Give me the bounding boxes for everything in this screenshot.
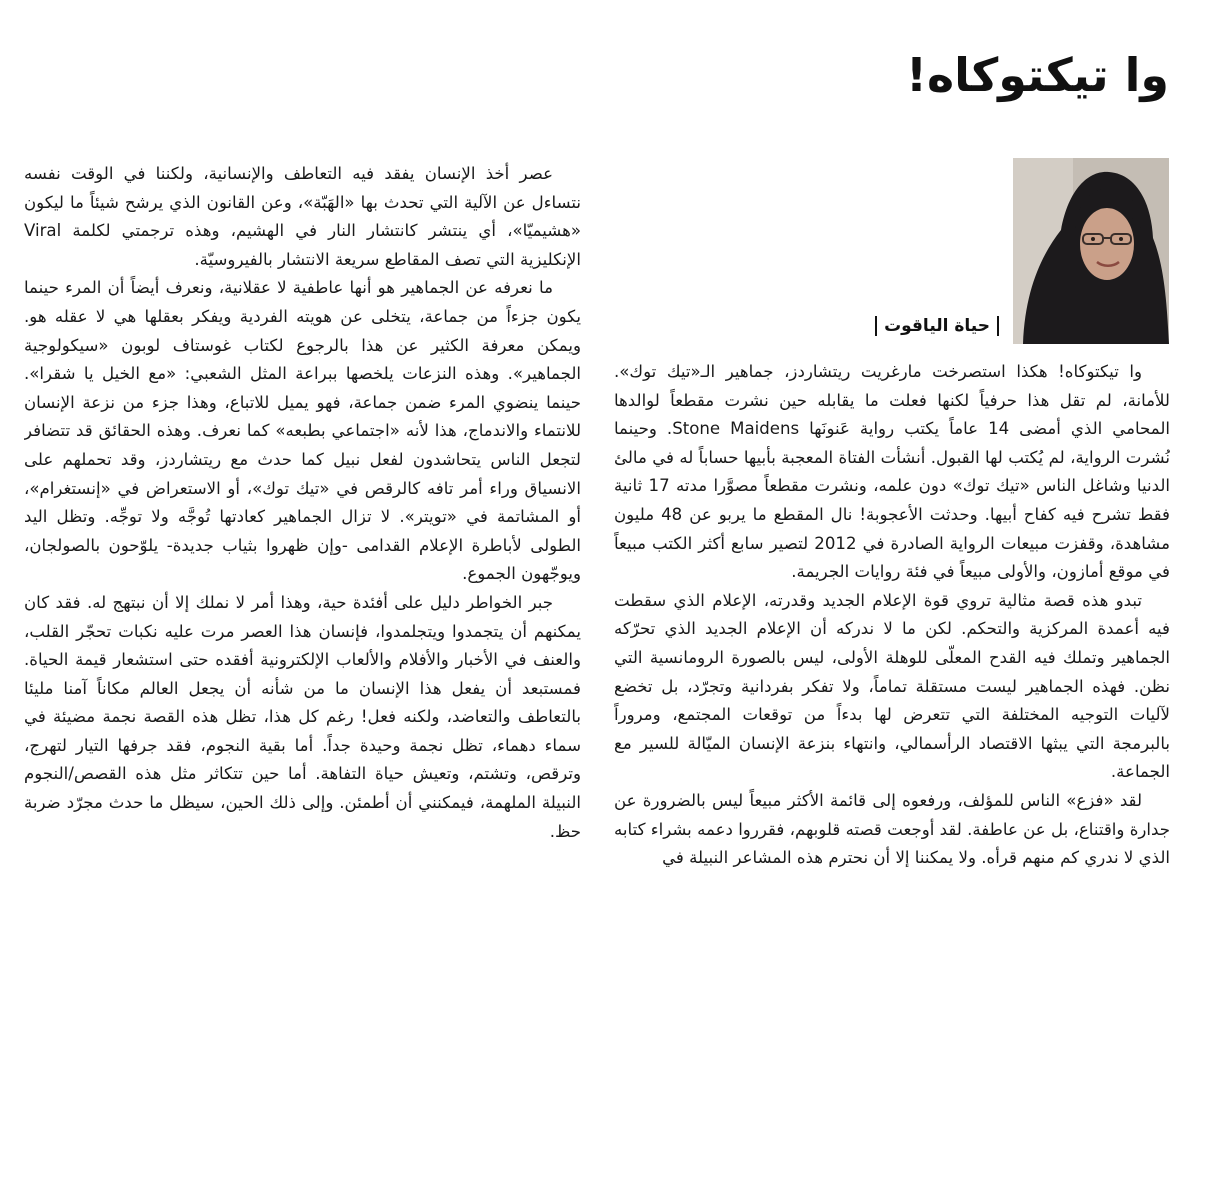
paragraph: لقد «فزع» الناس للمؤلف، ورفعوه إلى قائمة الأكثر مبيعاً ليس بالضرورة عن جدارة واقتناع، بل عن عاطفة. لقد أوجعت قصته قلوبهم، فقرروا دعمه بشراء كتابه الذي لا ندري كم منهم قرأه. ولا يمكننا إلا أن نحترم هذه المشاعر النبيلة في [614, 790, 1170, 868]
paragraph: ما نعرفه عن الجماهير هو أنها عاطفية لا عقلانية، ونعرف أيضاً أن المرء حينما يكون جزءاً من جماعة، يتخلى عن هويته الفردية ويفكر بعقلها هي لا عقله هو. ويمكن معرفة الكثير عن هذا بالرجوع لكتاب غوستاف لوبون «سيكولوجية الجماهير». وهذه النزعات يلخصها ببراعة المثل الشعبي: «مع الخيل يا شقرا». حينما ينضوي المرء ضمن جماعة، فهو يميل للاتباع، وهذا جزء من نزعة الإنسان للانتماء والاندماج، هذا لأنه «اجتماعي بطبعه» كما نعرف. وهذه الحقائق قد تتضافر لتجعل الناس يتحاشدون لفعل نبيل كما حدث مع ريتشاردز، وقد تحملهم على الانسياق وراء أمر تافه كالرقص في «تيك توك»، أو الاستعراض في «إنستغرام»، أو المشاتمة في «تويتر». لا تزال الجماهير كعادتها تُوجَّه ولا توجِّه. وتظل اليد الطولى لأباطرة الإعلام القدامى -وإن ظهروا بثياب جديدة- يلوّحون بالصولجان، ويوجّهون الجموع. [24, 278, 581, 584]
paragraph: وا تيكتوكاه! هكذا استصرخت مارغريت ريتشاردز، جماهير الـ«تيك توك». للأمانة، لم تقل هذا حرفياً لكنها فعلت ما يقابله حين نشرت مقطعاً لوالدها المحامي الذي أمضى 14 عاماً يكتب رواية عَنونَها Stone Maidens. وحينما نُشرت الرواية، لم يُكتب لها القبول. أنشأت الفتاة المعجبة بأبيها حساباً له في مالئ الدنيا وشاغل الناس «تيك توك» دون علمه، ونشرت مقطعاً مصوَّرا مدته 17 ثانية فقط تشرح فيه كفاح أبيها. وحدثت الأعجوبة! نال المقطع ما يربو عن 48 مليون مشاهدة، وقفزت مبيعات الرواية الصادرة في 2012 لتصير سابع أكثر الكتب مبيعاً في موقع أمازون، والأولى مبيعاً في فئة روايات الجريمة. [614, 362, 1170, 582]
paragraph: تبدو هذه قصة مثالية تروي قوة الإعلام الجديد وقدرته، الإعلام الذي سقطت فيه أعمدة المركزية والتحكم. لكن ما لا ندركه أن الإعلام الجديد الذي تحرّكه الجماهير وتملك فيه القدح المعلّى للوهلة الأولى، ليس بالصورة الرومانسية التي نظن. فهذه الجماهير ليست مستقلة تماماً، ولا تفكر بفردانية وتجرّد، بل تخضع لآليات التوجيه المختلفة التي تتعرض لها بدءاً من توقعات المجتمع، ومروراً بالبرمجة التي يبثها الاقتصاد الرأسمالي، وانتهاء بنزعة الإنسان الميّالة للسير مع الجماعة. [614, 590, 1170, 782]
byline-bar-right [875, 316, 877, 336]
byline [875, 316, 999, 336]
author-name: حياة الياقوت [884, 316, 990, 336]
author-portrait-illustration [1013, 158, 1169, 344]
author-photo [1013, 158, 1169, 344]
paragraph: عصر أخذ الإنسان يفقد فيه التعاطف والإنسانية، ولكننا في الوقت نفسه نتساءل عن الآلية التي تحدث بها «الهَبّة»، وعن القانون الذي يرشح شيئاً ما ليكون «هشيميّا»، أي ينتشر كانتشار النار في الهشيم، وهذه ترجمتي لكلمة Viral الإنكليزية التي تصف المقاطع سريعة الانتشار بالفيروسيّة. [24, 164, 581, 269]
article-column-right [614, 358, 1170, 1168]
byline-bar-left [997, 316, 999, 336]
article-column-left [24, 160, 581, 1165]
headline: وا تيكتوكاه! [906, 48, 1169, 102]
paragraph: جبر الخواطر دليل على أفئدة حية، وهذا أمر لا نملك إلا أن نبتهج له. فقد كان يمكنهم أن يتجمدوا ويتجلمدوا، فإنسان هذا العصر مرت عليه نكبات تحجّر القلب، والعنف في الأخبار والأفلام والألعاب الإلكترونية أفقده حتى استشعار قيمة الحياة. فمستبعد أن يفعل هذا الإنسان ما من شأنه أن يجعل العالم مكاناً آمنا مليئا بالتعاطف والتعاضد، ولكنه فعل! رغم كل هذا، تظل هذه القصة نجمة مضيئة في سماء دهماء، تظل نجمة وحيدة جداً. أما بقية النجوم، فقد جرفها التيار لتهرج، وترقص، وتشتم، وتعيش حياة التفاهة. أما حين تتكاثر مثل هذه القصص/النجوم النبيلة الملهمة، فيمكنني أن أطمئن. وإلى ذلك الحين، سيظل ما حدث مجرّد ضربة حظ. [24, 592, 581, 841]
